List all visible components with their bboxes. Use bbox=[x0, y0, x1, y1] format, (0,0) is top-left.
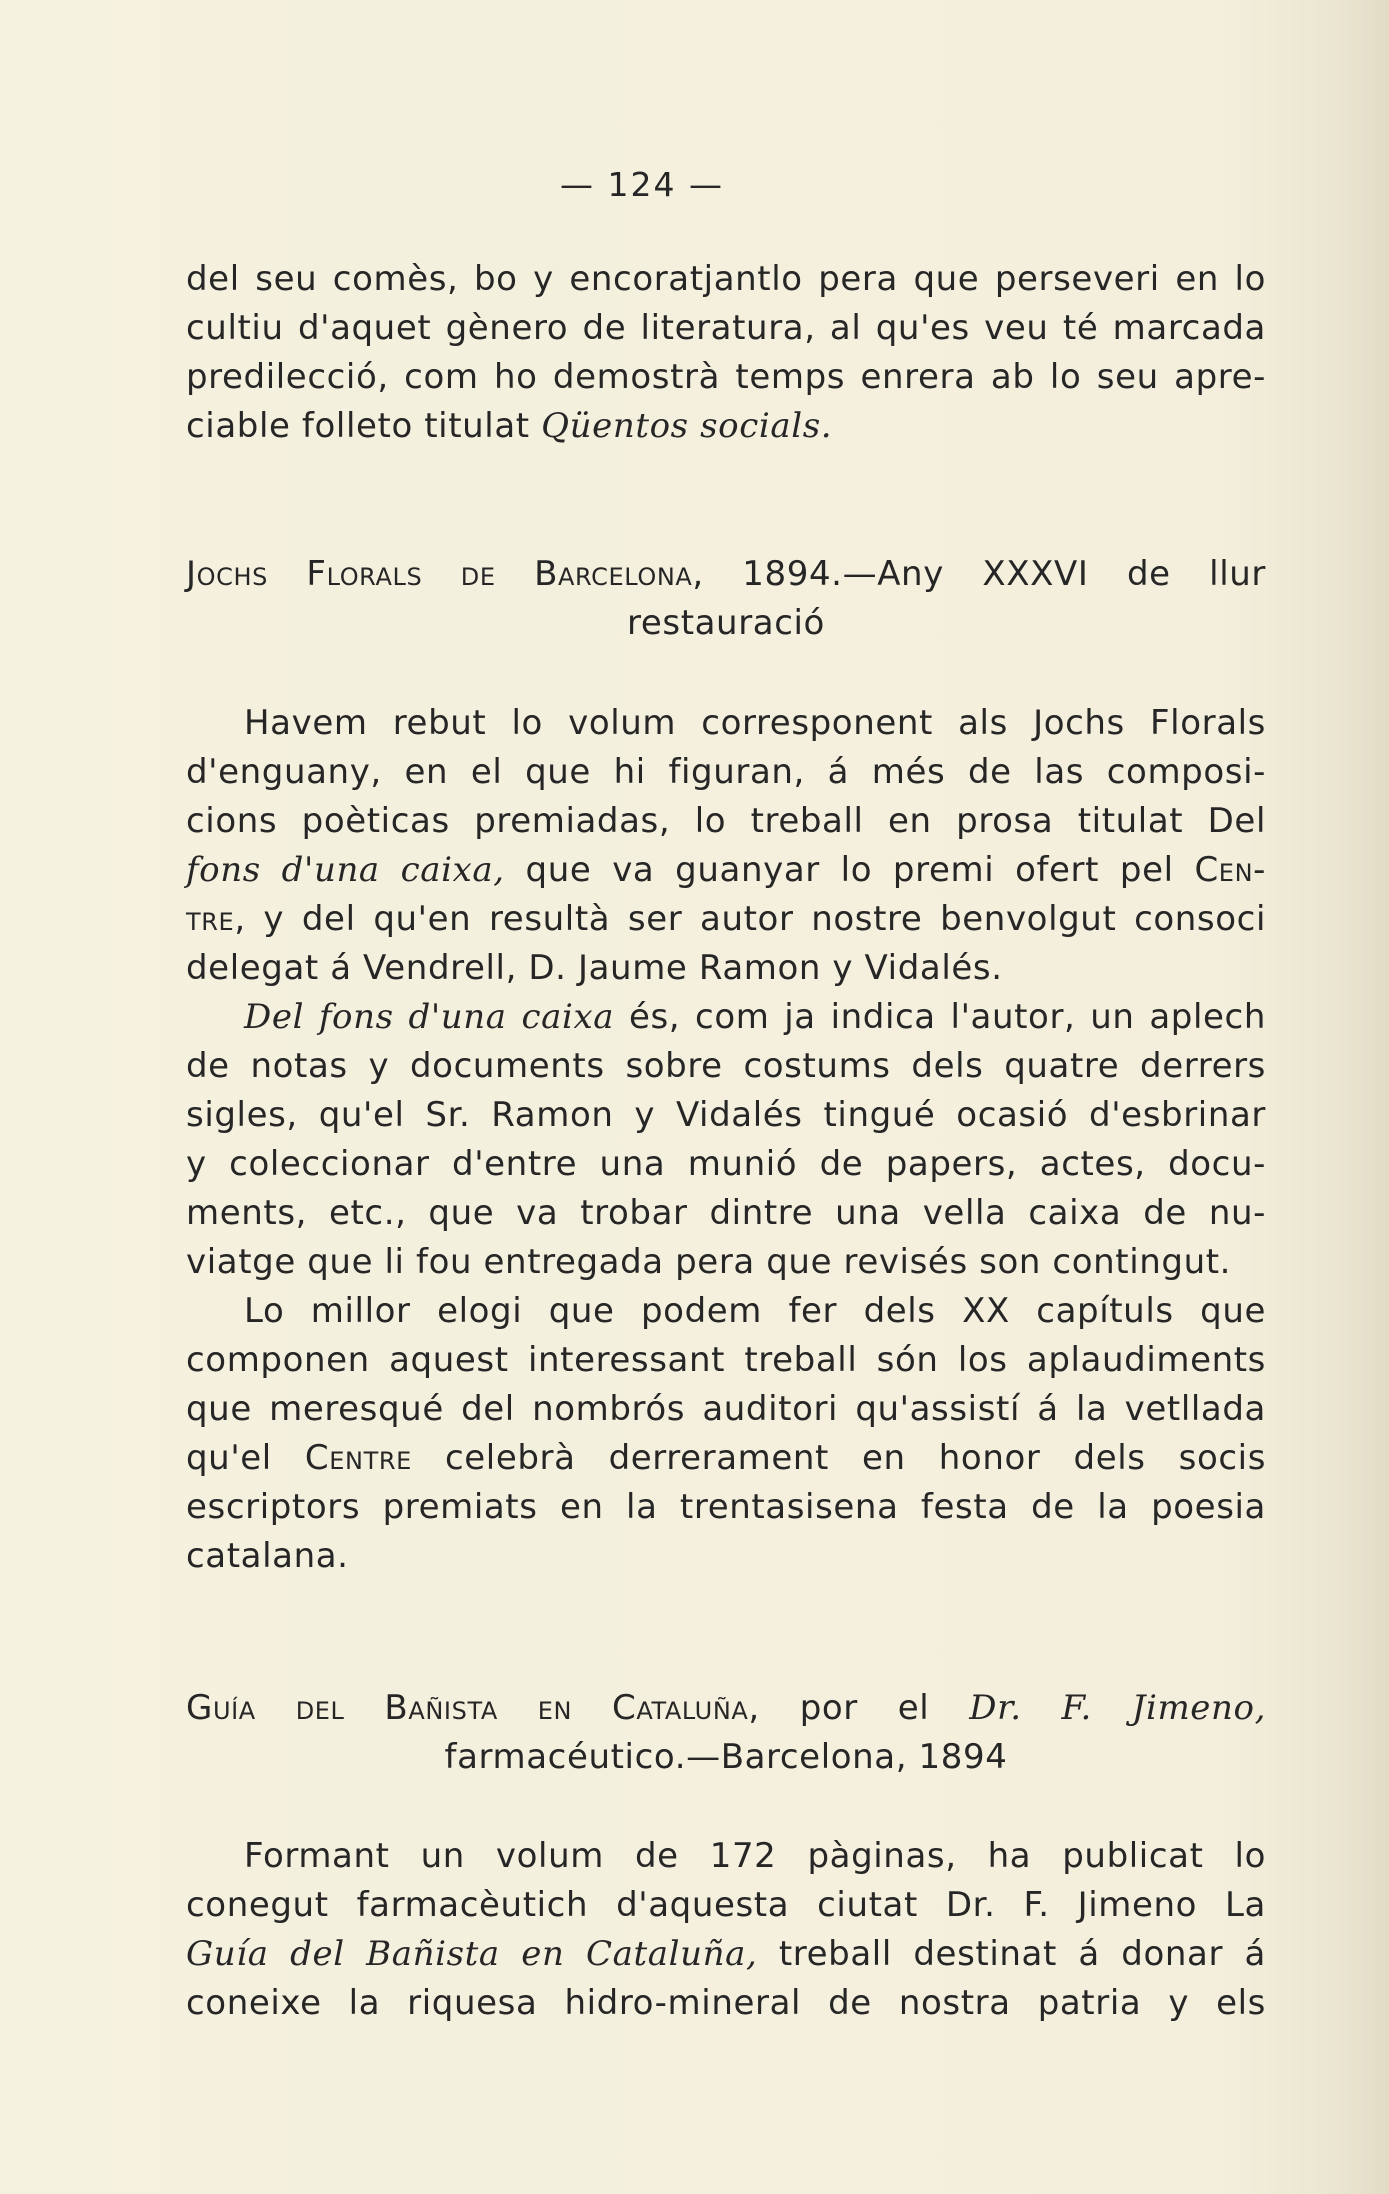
text-line: ments, etc., que va trobar dintre una vella caixa de nu- bbox=[186, 1193, 1266, 1233]
text-span: , y del qu'en resultà ser autor nostre benvolgut consoci bbox=[234, 899, 1266, 939]
text-line: sigles, qu'el Sr. Ramon y Vidalés tingué ocasió d'esbrinar bbox=[186, 1095, 1266, 1135]
paragraph-guia-banista-review bbox=[186, 1832, 1266, 2028]
book-title: Del fons d'una caixa bbox=[244, 997, 615, 1037]
heading-line bbox=[186, 550, 1266, 599]
heading-line: farmacéutico.—Barcelona, 1894 bbox=[444, 1737, 1008, 1777]
heading-title: Jochs Florals de Barcelona bbox=[186, 554, 693, 594]
text-line: y coleccionar d'entre una munió de papers, actes, docu- bbox=[186, 1144, 1266, 1184]
text-line: cions poèticas premiadas, lo treball en prosa titulat Del bbox=[186, 801, 1266, 841]
text-span: és, com ja indica l'autor, un aplech bbox=[614, 997, 1266, 1037]
text-line: Lo millor elogi que podem fer dels XX capítuls que bbox=[244, 1291, 1266, 1331]
text-span: treball destinat á donar á bbox=[757, 1934, 1266, 1974]
text-line: delegat á Vendrell, D. Jaume Ramon y Vidalés. bbox=[186, 948, 1003, 988]
text-line: de notas y documents sobre costums dels quatre derrers bbox=[186, 1046, 1266, 1086]
text-line: escriptors premiats en la trentasisena festa de la poesia bbox=[186, 1487, 1266, 1527]
text-line: Havem rebut lo volum corresponent als Jochs Florals bbox=[244, 703, 1266, 743]
text-span: celebrà derrerament en honor dels socis bbox=[411, 1438, 1267, 1478]
text-line bbox=[186, 1930, 1266, 1979]
text-line: coneixe la riquesa hidro-mineral de nostra patria y els bbox=[186, 1983, 1266, 2023]
text-line bbox=[186, 402, 1266, 451]
heading-line bbox=[186, 1684, 1266, 1733]
book-title: fons d'una caixa, bbox=[186, 850, 505, 890]
text-span: ciable folleto titulat bbox=[186, 406, 542, 446]
text-line: viatge que li fou entregada pera que revisés son contingut. bbox=[186, 1242, 1232, 1282]
text-span: que va guanyar lo premi ofert pel bbox=[504, 850, 1195, 890]
text-line: conegut farmacèutich d'aquesta ciutat Dr. F. Jimeno La bbox=[186, 1885, 1266, 1925]
heading-detail: , por el bbox=[748, 1688, 970, 1728]
text-line bbox=[186, 895, 1266, 944]
text-line: d'enguany, en el que hi figuran, á més de las composi- bbox=[186, 752, 1266, 792]
text-line: del seu comès, bo y encoratjantlo pera que perseveri en lo bbox=[186, 259, 1266, 299]
text-line bbox=[186, 846, 1266, 895]
small-caps-text: Centre bbox=[304, 1438, 412, 1478]
small-caps-text: tre bbox=[186, 899, 235, 939]
paragraph-jochs-florals-review bbox=[186, 699, 1266, 1581]
section-heading-jochs-florals bbox=[186, 550, 1266, 648]
text-line: que meresqué del nombrós auditori qu'assistí á la vetllada bbox=[186, 1389, 1266, 1429]
heading-title: Guía del Bañista en Cataluña bbox=[186, 1688, 749, 1728]
page-number: — 124 — bbox=[560, 165, 724, 204]
text-line: catalana. bbox=[186, 1536, 349, 1576]
paragraph-review-continuation bbox=[186, 255, 1266, 451]
heading-line: restauració bbox=[627, 603, 825, 643]
small-caps-text: Cen- bbox=[1194, 850, 1266, 890]
text-line bbox=[186, 993, 1266, 1042]
text-line: cultiu d'aquet gènero de literatura, al qu'es veu té marcada bbox=[186, 308, 1266, 348]
text-line: componen aquest interessant treball són los aplaudiments bbox=[186, 1340, 1266, 1380]
text-span: qu'el bbox=[186, 1438, 305, 1478]
text-line: Formant un volum de 172 pàginas, ha publicat lo bbox=[244, 1836, 1266, 1876]
heading-detail: , 1894.—Any XXXVI de llur bbox=[692, 554, 1266, 594]
author-name: Dr. F. Jimeno, bbox=[969, 1688, 1267, 1728]
book-title: Guía del Bañista en Cataluña, bbox=[186, 1934, 758, 1974]
text-line bbox=[186, 1434, 1266, 1483]
section-heading-guia-banista bbox=[186, 1684, 1266, 1782]
book-title: Qüentos socials. bbox=[541, 406, 833, 446]
text-line: predilecció, com ho demostrà temps enrera ab lo seu apre- bbox=[186, 357, 1266, 397]
